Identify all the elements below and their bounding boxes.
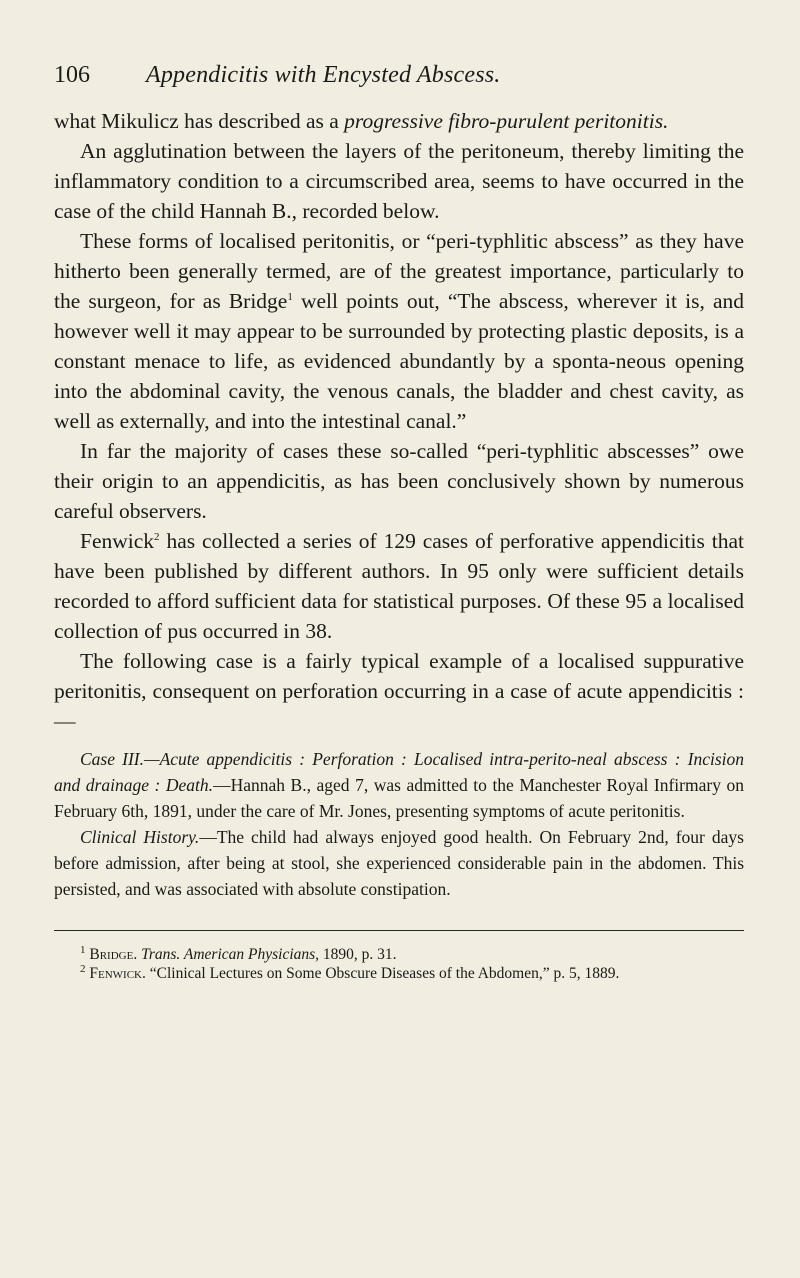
- footnote-2-author: Fenwick.: [89, 965, 146, 982]
- footnote-1-journal: Trans. American Physicians,: [141, 946, 320, 963]
- main-text: [54, 106, 744, 736]
- clinical-history-label: Clinical History.: [80, 827, 200, 847]
- case-report: [54, 746, 744, 902]
- clinical-history-text: —The child had always enjoyed good health. On February 2nd, four days before admission, after being at stool, she experienced considerable pain in the abdomen. This persisted, and was associated with absolute constipation.: [54, 827, 744, 899]
- paragraph-5-text-b: has collected a series of 129 cases of perforative appendicitis that have been published by different authors. In 95 only were sufficient details recorded to afford sufficient data for statistical purposes. Of these 95 a localised collection of pus occurred in 38.: [54, 529, 744, 643]
- paragraph-4: In far the majority of cases these so-called “peri-typhlitic abscesses” owe their origin to an appendicitis, as has been conclusively shown by numerous careful observers.: [54, 439, 744, 523]
- paragraph-6: The following case is a fairly typical example of a localised suppurative peritonitis, consequent on perforation occurring in a case of acute appendicitis :—: [54, 649, 744, 733]
- case-heading-paragraph: [54, 746, 744, 824]
- case-intro: —Hannah B., aged 7, was admitted to the Manchester Royal Infirmary on February 6th, 1891, under the care of Mr. Jones, presenting symptoms of acute peritonitis.: [54, 775, 744, 821]
- paragraph-5: [54, 526, 744, 646]
- paragraph-3-text-a: These forms of localised peritonitis, or “peri-typhlitic abscess” as they have hitherto been generally termed, are of the greatest importance, particularly to the surgeon, for as Bridge: [54, 229, 744, 313]
- footnote-1-details: 1890, p. 31.: [319, 946, 397, 963]
- paragraph-1-text: what Mikulicz has described as a: [54, 109, 345, 133]
- footnote-1-mark: 1: [80, 943, 86, 956]
- case-heading: Case III.—Acute appendicitis : Perforation : Localised intra-perito-neal abscess : Incision and drainage : Death.: [54, 749, 744, 795]
- footnote-ref-2[interactable]: 2: [154, 530, 160, 543]
- paragraph-2: An agglutination between the layers of the peritoneum, thereby limiting the inflammatory condition to a circumscribed area, seems to have occurred in the case of the child Hannah B., recorded below.: [54, 139, 744, 223]
- clinical-history-paragraph: [54, 824, 744, 902]
- footnote-2-mark: 2: [80, 962, 86, 975]
- paragraph-1-italic: progressive fibro-purulent peritonitis.: [344, 109, 669, 133]
- footnotes: [54, 945, 744, 983]
- footnote-2-details: “Clinical Lectures on Some Obscure Diseases of the Abdomen,” p. 5, 1889.: [145, 965, 620, 982]
- running-header: [54, 62, 744, 96]
- footnote-2: [54, 964, 744, 983]
- footnote-1-author: Bridge.: [89, 946, 138, 963]
- page-number: 106: [54, 62, 90, 88]
- footnote-ref-1[interactable]: 1: [287, 290, 293, 303]
- paragraph-5-text-a: Fenwick: [80, 529, 155, 553]
- footnote-divider: [54, 930, 744, 931]
- paragraph-3: [54, 226, 744, 436]
- paragraph-1: [54, 106, 744, 136]
- paragraph-3-text-b: well points out, “The abscess, wherever it is, and however well it may appear to be surrounded by protecting plastic deposits, is a constant menace to life, as evidenced abundantly by a sponta-neous opening into the abdominal cavity, the venous canals, the bladder and chest cavity, as well as externally, and into the intestinal canal.”: [54, 289, 744, 433]
- running-title: Appendicitis with Encysted Abscess.: [146, 62, 501, 88]
- footnote-1: [54, 945, 744, 964]
